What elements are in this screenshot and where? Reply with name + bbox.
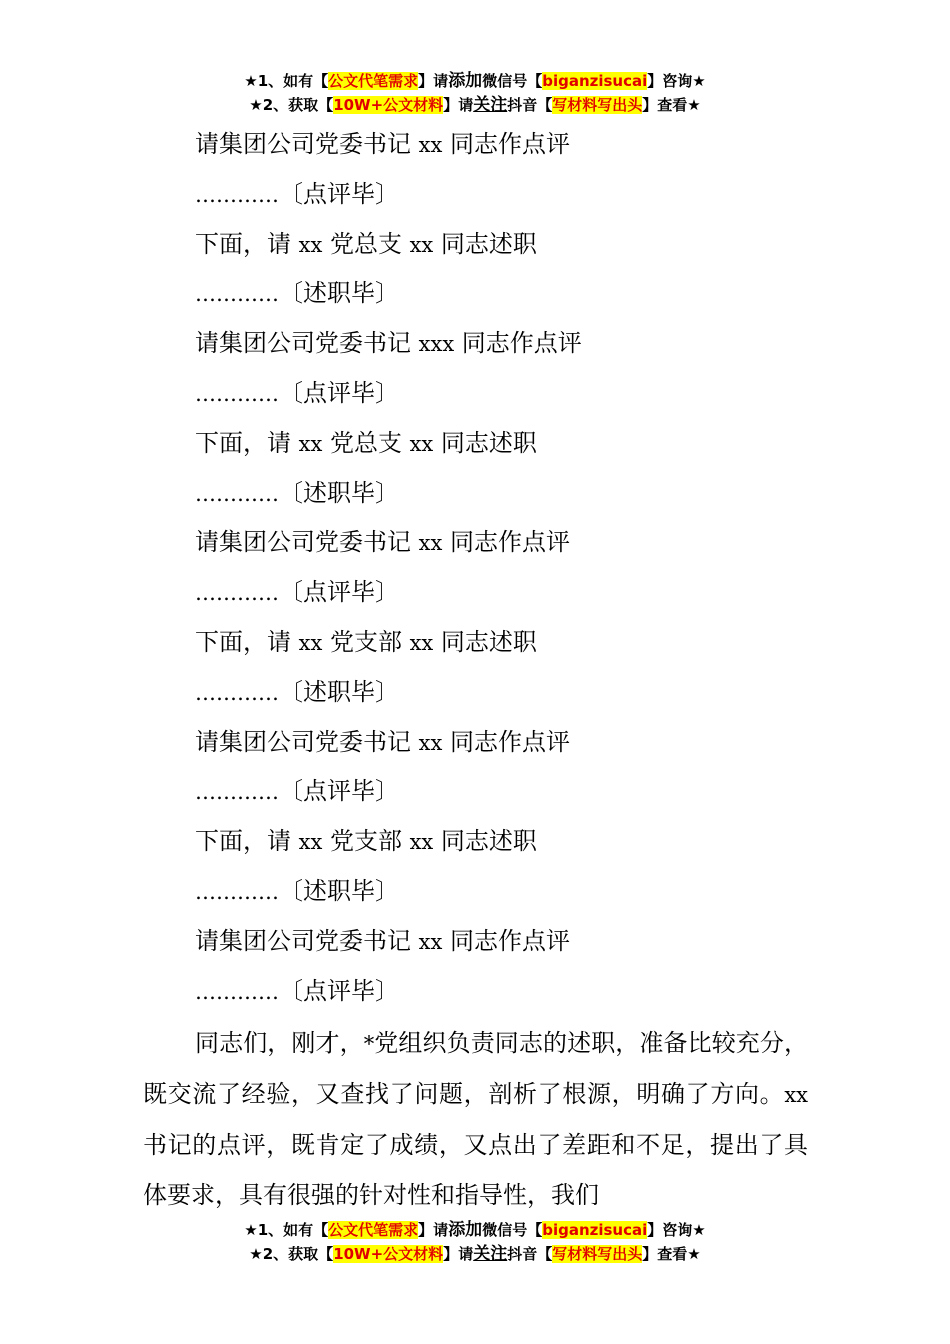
line-text: 同志述职: [433, 827, 537, 856]
line-text: 请集团公司党委书记: [195, 926, 419, 955]
placeholder-xx: xx: [298, 232, 323, 257]
line-text: 〔点评毕〕: [279, 179, 399, 208]
placeholder-xx: xxx: [418, 332, 455, 357]
body-line: [195, 568, 835, 618]
body-line: [195, 469, 835, 519]
placeholder-star: *: [363, 1032, 375, 1056]
line-text: 〔点评毕〕: [279, 378, 399, 407]
body-line: [195, 917, 835, 967]
body-line: [195, 618, 835, 668]
body-line: [195, 718, 835, 768]
banner-douyin-id: 写材料写出头: [552, 1245, 643, 1263]
banner-highlight: 公文代笔需求: [328, 1221, 419, 1239]
line-text: 同志述职: [433, 229, 537, 258]
line-text: 党支部: [322, 827, 410, 856]
placeholder-xx: xx: [418, 133, 443, 157]
placeholder-xx: xx: [418, 730, 443, 755]
banner-emphasis: 添加: [448, 71, 483, 91]
banner-text: 】请: [443, 96, 474, 114]
placeholder-xx: xx: [298, 630, 323, 655]
banner-douyin-id: 写材料写出头: [552, 96, 643, 114]
body-line: [195, 867, 835, 917]
ellipsis: …………: [195, 381, 279, 406]
line-text: 〔述职毕〕: [279, 478, 399, 507]
placeholder-xx: xx: [409, 830, 434, 855]
banner-wechat-id: biganzisucai: [542, 1221, 648, 1239]
closing-paragraph: [143, 1018, 808, 1220]
header-banner: [0, 69, 950, 117]
line-text: 〔述职毕〕: [279, 677, 399, 706]
line-text: 〔述职毕〕: [279, 876, 399, 905]
document-body: [195, 120, 835, 1016]
line-text: 请集团公司党委书记: [195, 329, 419, 358]
banner-text: ★1、如有【: [244, 1221, 329, 1239]
banner-wechat-id: biganzisucai: [542, 72, 648, 90]
banner-text: 微信号【: [482, 1221, 543, 1239]
banner-text: 】查看★: [642, 1245, 701, 1263]
ellipsis: …………: [195, 979, 279, 1004]
line-text: 下面，请: [195, 627, 299, 656]
banner-text: 】查看★: [642, 96, 701, 114]
body-line: [195, 767, 835, 817]
line-text: 下面，请: [195, 827, 299, 856]
line-text: 请集团公司党委书记: [195, 130, 419, 158]
banner-emphasis: 关注: [473, 95, 508, 115]
banner-emphasis: 关注: [473, 1244, 508, 1264]
banner-line-2: [0, 93, 950, 117]
line-text: 〔点评毕〕: [279, 976, 399, 1005]
banner-text: ★1、如有【: [244, 72, 329, 90]
banner-text: 抖音【: [507, 1245, 553, 1263]
banner-text: 微信号【: [482, 72, 543, 90]
banner-line-1: [0, 1218, 950, 1242]
line-text: 请集团公司党委书记: [195, 727, 419, 756]
line-text: 同志述职: [433, 627, 537, 656]
body-line: [195, 817, 835, 867]
line-text: 同志作点评: [442, 130, 570, 158]
placeholder-xx: xx: [784, 1083, 808, 1107]
banner-highlight: 10W+公文材料: [333, 1245, 444, 1263]
ellipsis: …………: [195, 680, 279, 705]
banner-line-1: [0, 69, 950, 93]
banner-text: 】咨询★: [647, 72, 706, 90]
line-text: 〔点评毕〕: [279, 578, 399, 607]
line-text: 同志作点评: [442, 727, 570, 756]
line-text: 党总支: [322, 229, 410, 258]
body-line: [195, 518, 835, 568]
banner-text: 】请: [443, 1245, 474, 1263]
ellipsis: …………: [195, 879, 279, 904]
banner-text: ★2、获取【: [249, 1245, 334, 1263]
banner-text: ★2、获取【: [249, 96, 334, 114]
line-text: 党支部: [322, 627, 410, 656]
line-text: 同志作点评: [454, 329, 582, 358]
footer-banner: [0, 1218, 950, 1266]
ellipsis: …………: [195, 182, 279, 207]
banner-text: 抖音【: [507, 96, 553, 114]
line-text: 〔点评毕〕: [279, 777, 399, 806]
banner-line-2: [0, 1242, 950, 1266]
body-line: [195, 319, 835, 369]
banner-text: 】请: [418, 72, 449, 90]
line-text: 同志述职: [433, 428, 537, 457]
placeholder-xx: xx: [418, 929, 443, 954]
banner-emphasis: 添加: [448, 1220, 483, 1240]
banner-text: 】咨询★: [647, 1221, 706, 1239]
body-line: [195, 967, 835, 1017]
ellipsis: …………: [195, 780, 279, 805]
line-text: 党总支: [322, 428, 410, 457]
placeholder-xx: xx: [298, 830, 323, 855]
line-text: 〔述职毕〕: [279, 279, 399, 308]
line-text: 下面，请: [195, 229, 299, 258]
paragraph-text: 同志们，刚才，: [195, 1029, 364, 1057]
banner-highlight: 10W+公文材料: [333, 96, 444, 114]
body-line: [195, 419, 835, 469]
placeholder-xx: xx: [409, 232, 434, 257]
banner-highlight: 公文代笔需求: [328, 72, 419, 90]
body-line: [195, 668, 835, 718]
placeholder-xx: xx: [409, 630, 434, 655]
paragraph-text: 书记的点评，既肯定了成绩，又点出了差距和不足，提出了具体要求，具有很强的针对性和指导性，我们: [143, 1131, 808, 1209]
body-line: [195, 120, 835, 170]
line-text: 下面，请: [195, 428, 299, 457]
ellipsis: …………: [195, 581, 279, 606]
body-line: [195, 269, 835, 319]
ellipsis: …………: [195, 481, 279, 506]
line-text: 同志作点评: [442, 926, 570, 955]
placeholder-xx: xx: [298, 431, 323, 456]
banner-text: 】请: [418, 1221, 449, 1239]
placeholder-xx: xx: [418, 531, 443, 556]
ellipsis: …………: [195, 282, 279, 307]
line-text: 同志作点评: [442, 528, 570, 557]
body-line: [195, 220, 835, 270]
placeholder-xx: xx: [409, 431, 434, 456]
line-text: 请集团公司党委书记: [195, 528, 419, 557]
body-line: [195, 369, 835, 419]
body-line: [195, 170, 835, 220]
paragraph-text: 党组织负责同志的述职，准备比较充分，既交流了经验，又查找了问题，剖析了根源，明确了方向。: [143, 1029, 809, 1108]
